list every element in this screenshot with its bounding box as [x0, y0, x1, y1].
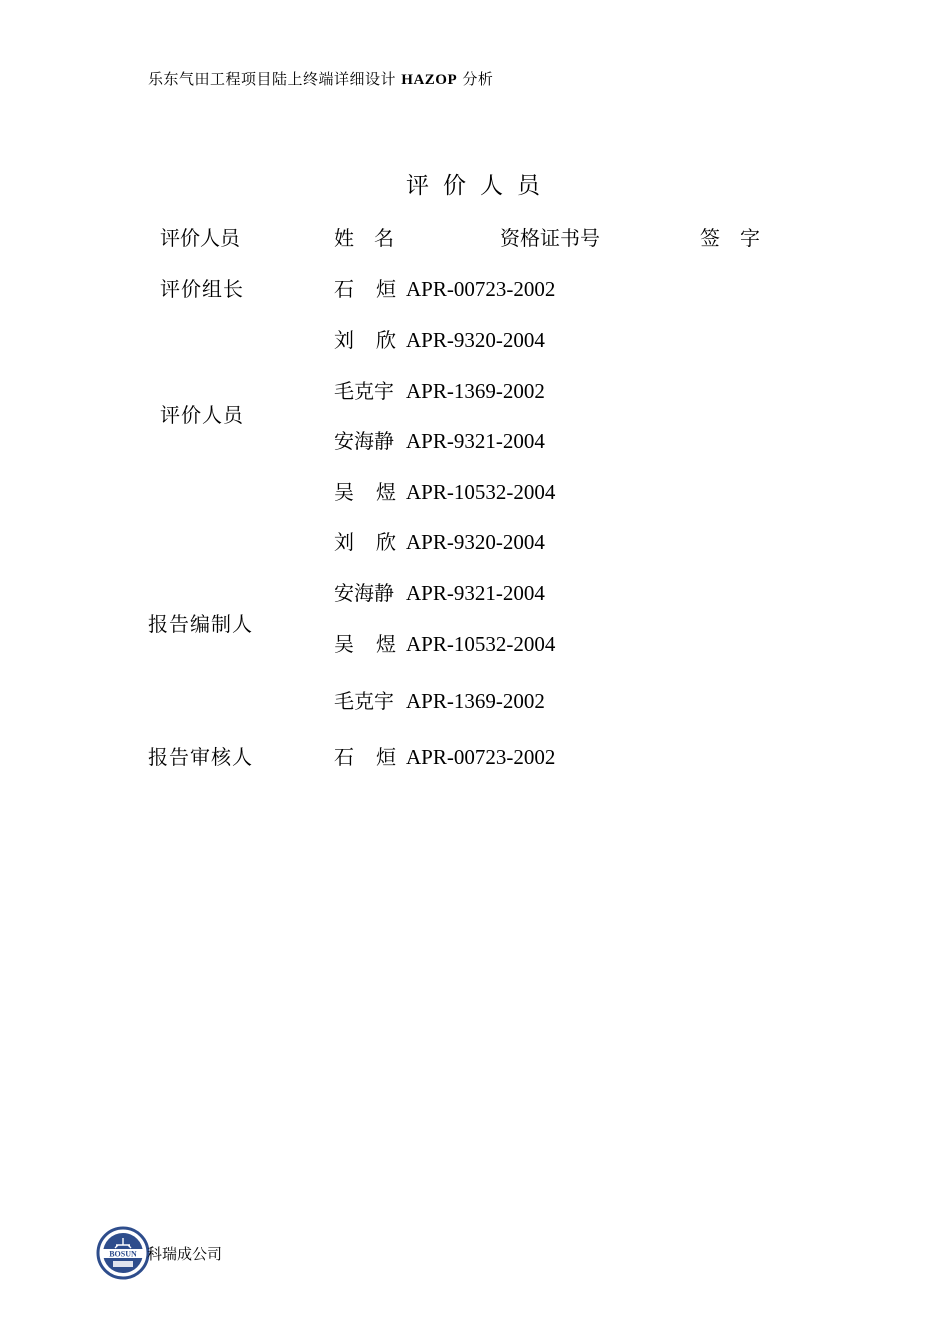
person-name: 毛克宇 [334, 379, 394, 403]
person-name: 毛克宇 [334, 689, 394, 713]
role-reviewer: 报告审核人 [148, 745, 253, 769]
table-row [334, 476, 555, 505]
page-title: 评价人员 [406, 173, 554, 199]
role-authors: 报告编制人 [148, 612, 253, 636]
header-suffix: 分析 [462, 70, 494, 88]
table-row [334, 741, 555, 770]
table-row [334, 526, 545, 555]
header-text: 乐东气田工程项目陆上终端详细设计 [148, 70, 397, 88]
person-name: 吴煜 [334, 480, 418, 504]
cert-number: APR-10532-2004 [406, 632, 556, 656]
person-name: 石烜 [334, 745, 418, 769]
cert-number: APR-9321-2004 [406, 429, 545, 453]
table-row [334, 273, 555, 302]
role-members: 评价人员 [160, 403, 244, 427]
cert-number: APR-10532-2004 [406, 480, 556, 504]
person-name: 安海静 [334, 429, 394, 453]
page-header [148, 68, 493, 89]
cert-number: APR-9320-2004 [406, 328, 545, 352]
cert-number: APR-9321-2004 [406, 581, 545, 605]
person-name: 安海静 [334, 581, 394, 605]
col-header-name: 姓 名 [334, 226, 394, 250]
role-leader: 评价组长 [160, 277, 244, 301]
table-row [334, 324, 545, 353]
table-row [334, 577, 545, 606]
cert-number: APR-1369-2002 [406, 379, 545, 403]
cert-number: APR-00723-2002 [406, 277, 556, 301]
col-header-cert: 资格证书号 [500, 226, 600, 250]
person-name: 刘欣 [334, 328, 418, 352]
footer-company: 科瑞成公司 [147, 1245, 223, 1263]
person-name: 石烜 [334, 277, 418, 301]
col-header-sign: 签 字 [700, 226, 760, 250]
table-row [334, 425, 545, 454]
cert-number: APR-1369-2002 [406, 689, 545, 713]
table-row [334, 685, 545, 714]
col-header-role: 评价人员 [160, 226, 240, 250]
company-logo [96, 1226, 150, 1284]
person-name: 吴煜 [334, 632, 418, 656]
logo-text: BOSUN [109, 1249, 137, 1259]
company-logo-icon [96, 1226, 150, 1280]
cert-number: APR-9320-2004 [406, 530, 545, 554]
table-row [334, 628, 555, 657]
header-hazop: HAZOP [401, 72, 458, 88]
table-row [334, 375, 545, 404]
cert-number: APR-00723-2002 [406, 745, 556, 769]
person-name: 刘欣 [334, 530, 418, 554]
